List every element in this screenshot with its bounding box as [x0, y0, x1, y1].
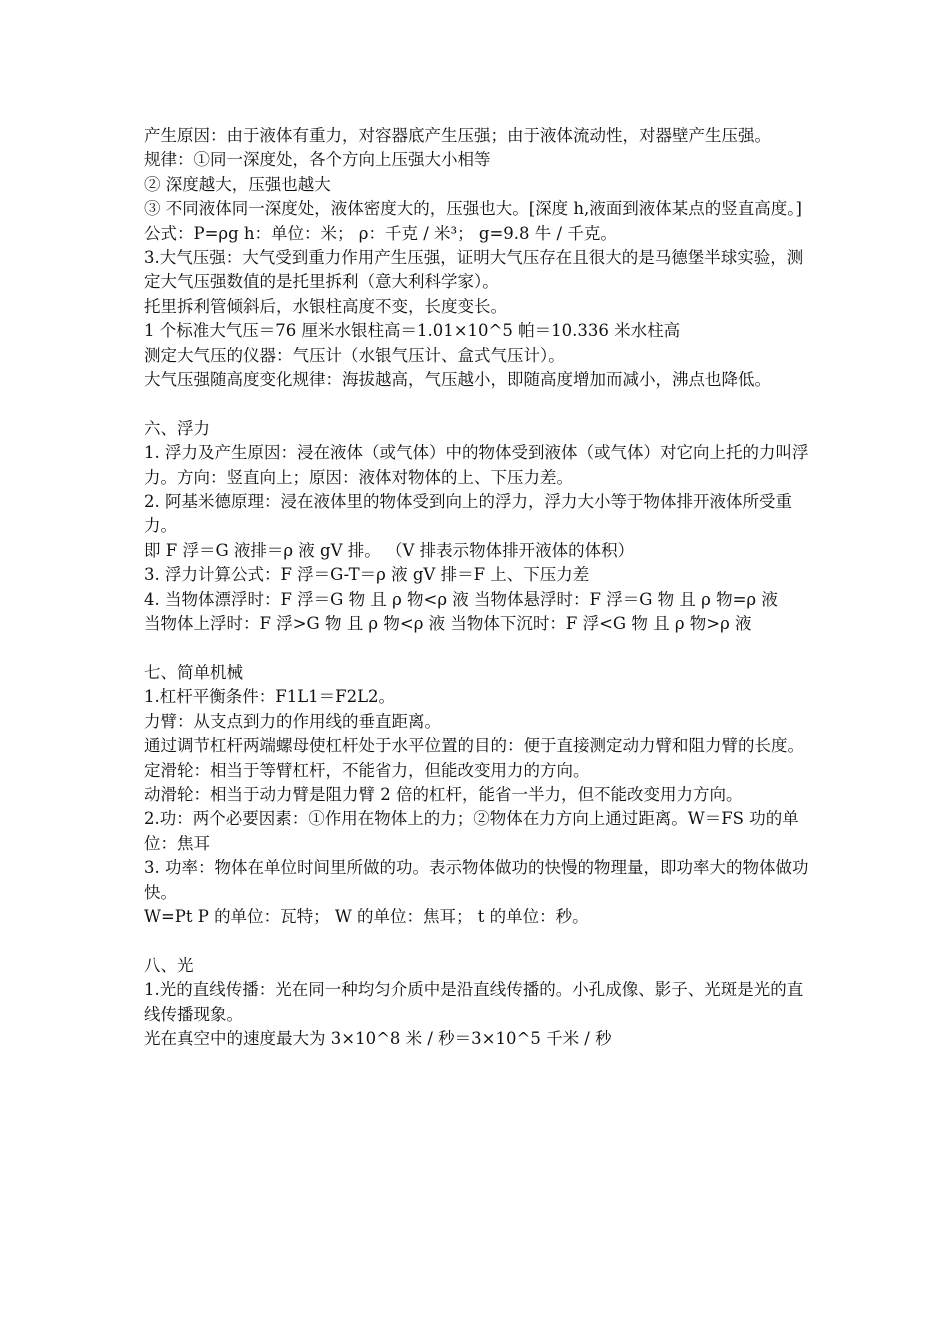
paragraph: 3. 浮力计算公式：F 浮＝G-T＝ρ 液 gV 排＝F 上、下压力差 [144, 565, 590, 585]
paragraph: ③ 不同液体同一深度处，液体密度大的，压强也大。[深度 h,液面到液体某点的竖直高度。] [144, 199, 802, 219]
paragraph: 1.光的直线传播：光在同一种均匀介质中是沿直线传播的。小孔成像、影子、光斑是光的直线传播现象。 [144, 980, 804, 1024]
paragraph: 3. 功率：物体在单位时间里所做的功。表示物体做功的快慢的物理量，即功率大的物体做功快。 [144, 858, 809, 902]
paragraph: 3.大气压强：大气受到重力作用产生压强，证明大气压存在且很大的是马德堡半球实验，测 定大气压强数值的是托里拆利（意大利科学家）。 [144, 248, 804, 292]
paragraph: 即 F 浮＝G 液排＝ρ 液 gV 排。 （V 排表示物体排开液体的体积） [144, 540, 635, 560]
paragraph: 动滑轮：相当于动力臂是阻力臂 2 倍的杠杆，能省一半力，但不能改变用力方向。 [144, 784, 743, 804]
paragraph: 托里拆利管倾斜后，水银柱高度不变，长度变长。 [144, 296, 507, 316]
paragraph: 通过调节杠杆两端螺母使杠杆处于水平位置的目的：便于直接测定动力臂和阻力臂的长度。 [144, 736, 804, 756]
paragraph: 产生原因：由于液体有重力，对容器底产生压强；由于液体流动性，对器壁产生压强。 [144, 126, 771, 145]
paragraph: 定滑轮：相当于等臂杠杆，不能省力，但能改变用力的方向。 [144, 760, 590, 780]
document-body [144, 124, 812, 1051]
paragraph: 2. 阿基米德原理：浸在液体里的物体受到向上的浮力，浮力大小等于物体排开液体所受重力。 [144, 492, 792, 536]
paragraph: 1.杠杆平衡条件：F1L1＝F2L2。 [144, 687, 396, 707]
paragraph: 大气压强随高度变化规律：海拔越高，气压越小，即随高度增加而减小，沸点也降低。 [144, 370, 771, 390]
paragraph: W=Pt P 的单位：瓦特； W 的单位：焦耳； t 的单位：秒。 [144, 906, 589, 926]
paragraph: 规律：①同一深度处，各个方向上压强大小相等 [144, 150, 491, 170]
paragraph: 4. 当物体漂浮时：F 浮＝G 物 且 ρ 物<ρ 液 当物体悬浮时：F 浮＝G 物 且 ρ 物=ρ 液 [144, 589, 778, 609]
paragraph: 公式：P=ρg h：单位：米； ρ：千克 / 米³； g=9.8 牛 / 千克。 [144, 223, 617, 243]
paragraph: 2.功：两个必要因素：①作用在物体上的力；②物体在力方向上通过距离。W＝FS 功的单位：焦耳 [144, 809, 799, 853]
paragraph: 光在真空中的速度最大为 3×10^8 米 / 秒＝3×10^5 千米 / 秒 [144, 1028, 612, 1048]
paragraph: 测定大气压的仪器：气压计（水银气压计、盒式气压计）。 [144, 345, 565, 365]
blank-line [144, 392, 812, 416]
paragraph: 1. 浮力及产生原因：浸在液体（或气体）中的物体受到液体（或气体）对它向上托的力叫浮力。方向：竖直向上；原因：液体对物体的上、下压力差。 [144, 443, 809, 487]
blank-line [144, 637, 812, 661]
paragraph: 1 个标准大气压＝76 厘米水银柱高＝1.01×10^5 帕＝10.336 米水柱高 [144, 321, 681, 341]
paragraph: 力臂：从支点到力的作用线的垂直距离。 [144, 711, 441, 731]
section-heading: 七、简单机械 [144, 662, 243, 682]
section-heading: 八、光 [144, 955, 194, 975]
paragraph: 当物体上浮时：F 浮>G 物 且 ρ 物<ρ 液 当物体下沉时：F 浮<G 物 且 ρ 物>ρ 液 [144, 614, 752, 634]
blank-line [144, 929, 812, 953]
section-heading: 六、浮力 [144, 418, 210, 438]
paragraph: ② 深度越大，压强也越大 [144, 174, 331, 194]
